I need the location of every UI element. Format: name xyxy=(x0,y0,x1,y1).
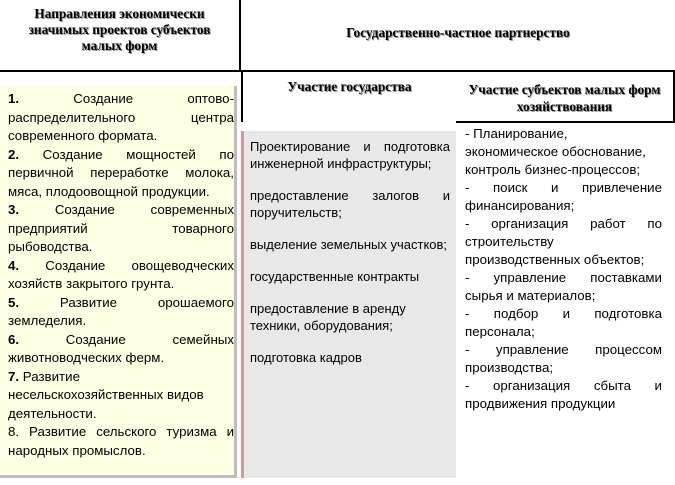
subheader-divider xyxy=(456,118,675,123)
state-item: государственные контракты xyxy=(250,269,420,284)
state-item: предоставление залогов и поручительств; xyxy=(250,188,450,220)
state-item: подготовка кадров xyxy=(250,350,362,365)
sme-item: - управление процессом производства; xyxy=(465,342,662,375)
sme-item: - Планирование, экономическое обоснование, контроль бизнес-процессов; xyxy=(465,126,646,177)
direction-item: 1. Создание оптово-распределительного центра современного формата. xyxy=(8,91,234,143)
direction-item: 7. Развитие несельскохозяйственных видов деятельности. xyxy=(8,368,204,421)
direction-item: 3. Создание современных предприятий товарного рыбоводства. xyxy=(8,202,234,254)
state-participation-list xyxy=(250,138,450,381)
sme-item: - поиск и привлечение финансирования; xyxy=(465,180,662,213)
direction-item: 4. Создание овощеводческих хозяйств закрытого грунта. xyxy=(8,257,234,291)
state-item: Проектирование и подготовка инженерной инфраструктуры; xyxy=(250,139,450,171)
header-directions: Направления экономически значимых проектов субъектов малых форм xyxy=(0,0,241,72)
sme-item: - управление поставками сырья и материалов; xyxy=(465,270,662,303)
subheader-sme: Участие субъектов малых форм хозяйствования xyxy=(456,72,675,122)
directions-list xyxy=(8,90,234,460)
subheader-state: Участие государства xyxy=(241,72,456,122)
direction-item: 2. Создание мощностей по первичной переработке молока, мяса, плодоовощной продукции. xyxy=(8,146,234,199)
state-item: выделение земельных участков; xyxy=(250,237,448,252)
direction-item: 5. Развитие орошаемого земледелия. xyxy=(8,294,234,328)
direction-item: 6. Создание семейных животноводческих ферм. xyxy=(8,331,234,365)
sme-participation-list xyxy=(465,125,662,413)
state-item: предоставление в аренду техники, оборудования; xyxy=(250,301,406,333)
header-ppp: Государственно-частное партнерство xyxy=(241,0,675,72)
sme-item: - подбор и подготовка персонала; xyxy=(465,306,662,339)
direction-item: 8. Развитие сельского туризма и народных промыслов. xyxy=(8,424,234,458)
sme-item: - организация работ по строительству производственных объектов; xyxy=(465,216,662,267)
sme-item: - организация сбыта и продвижения продукции xyxy=(465,378,662,411)
